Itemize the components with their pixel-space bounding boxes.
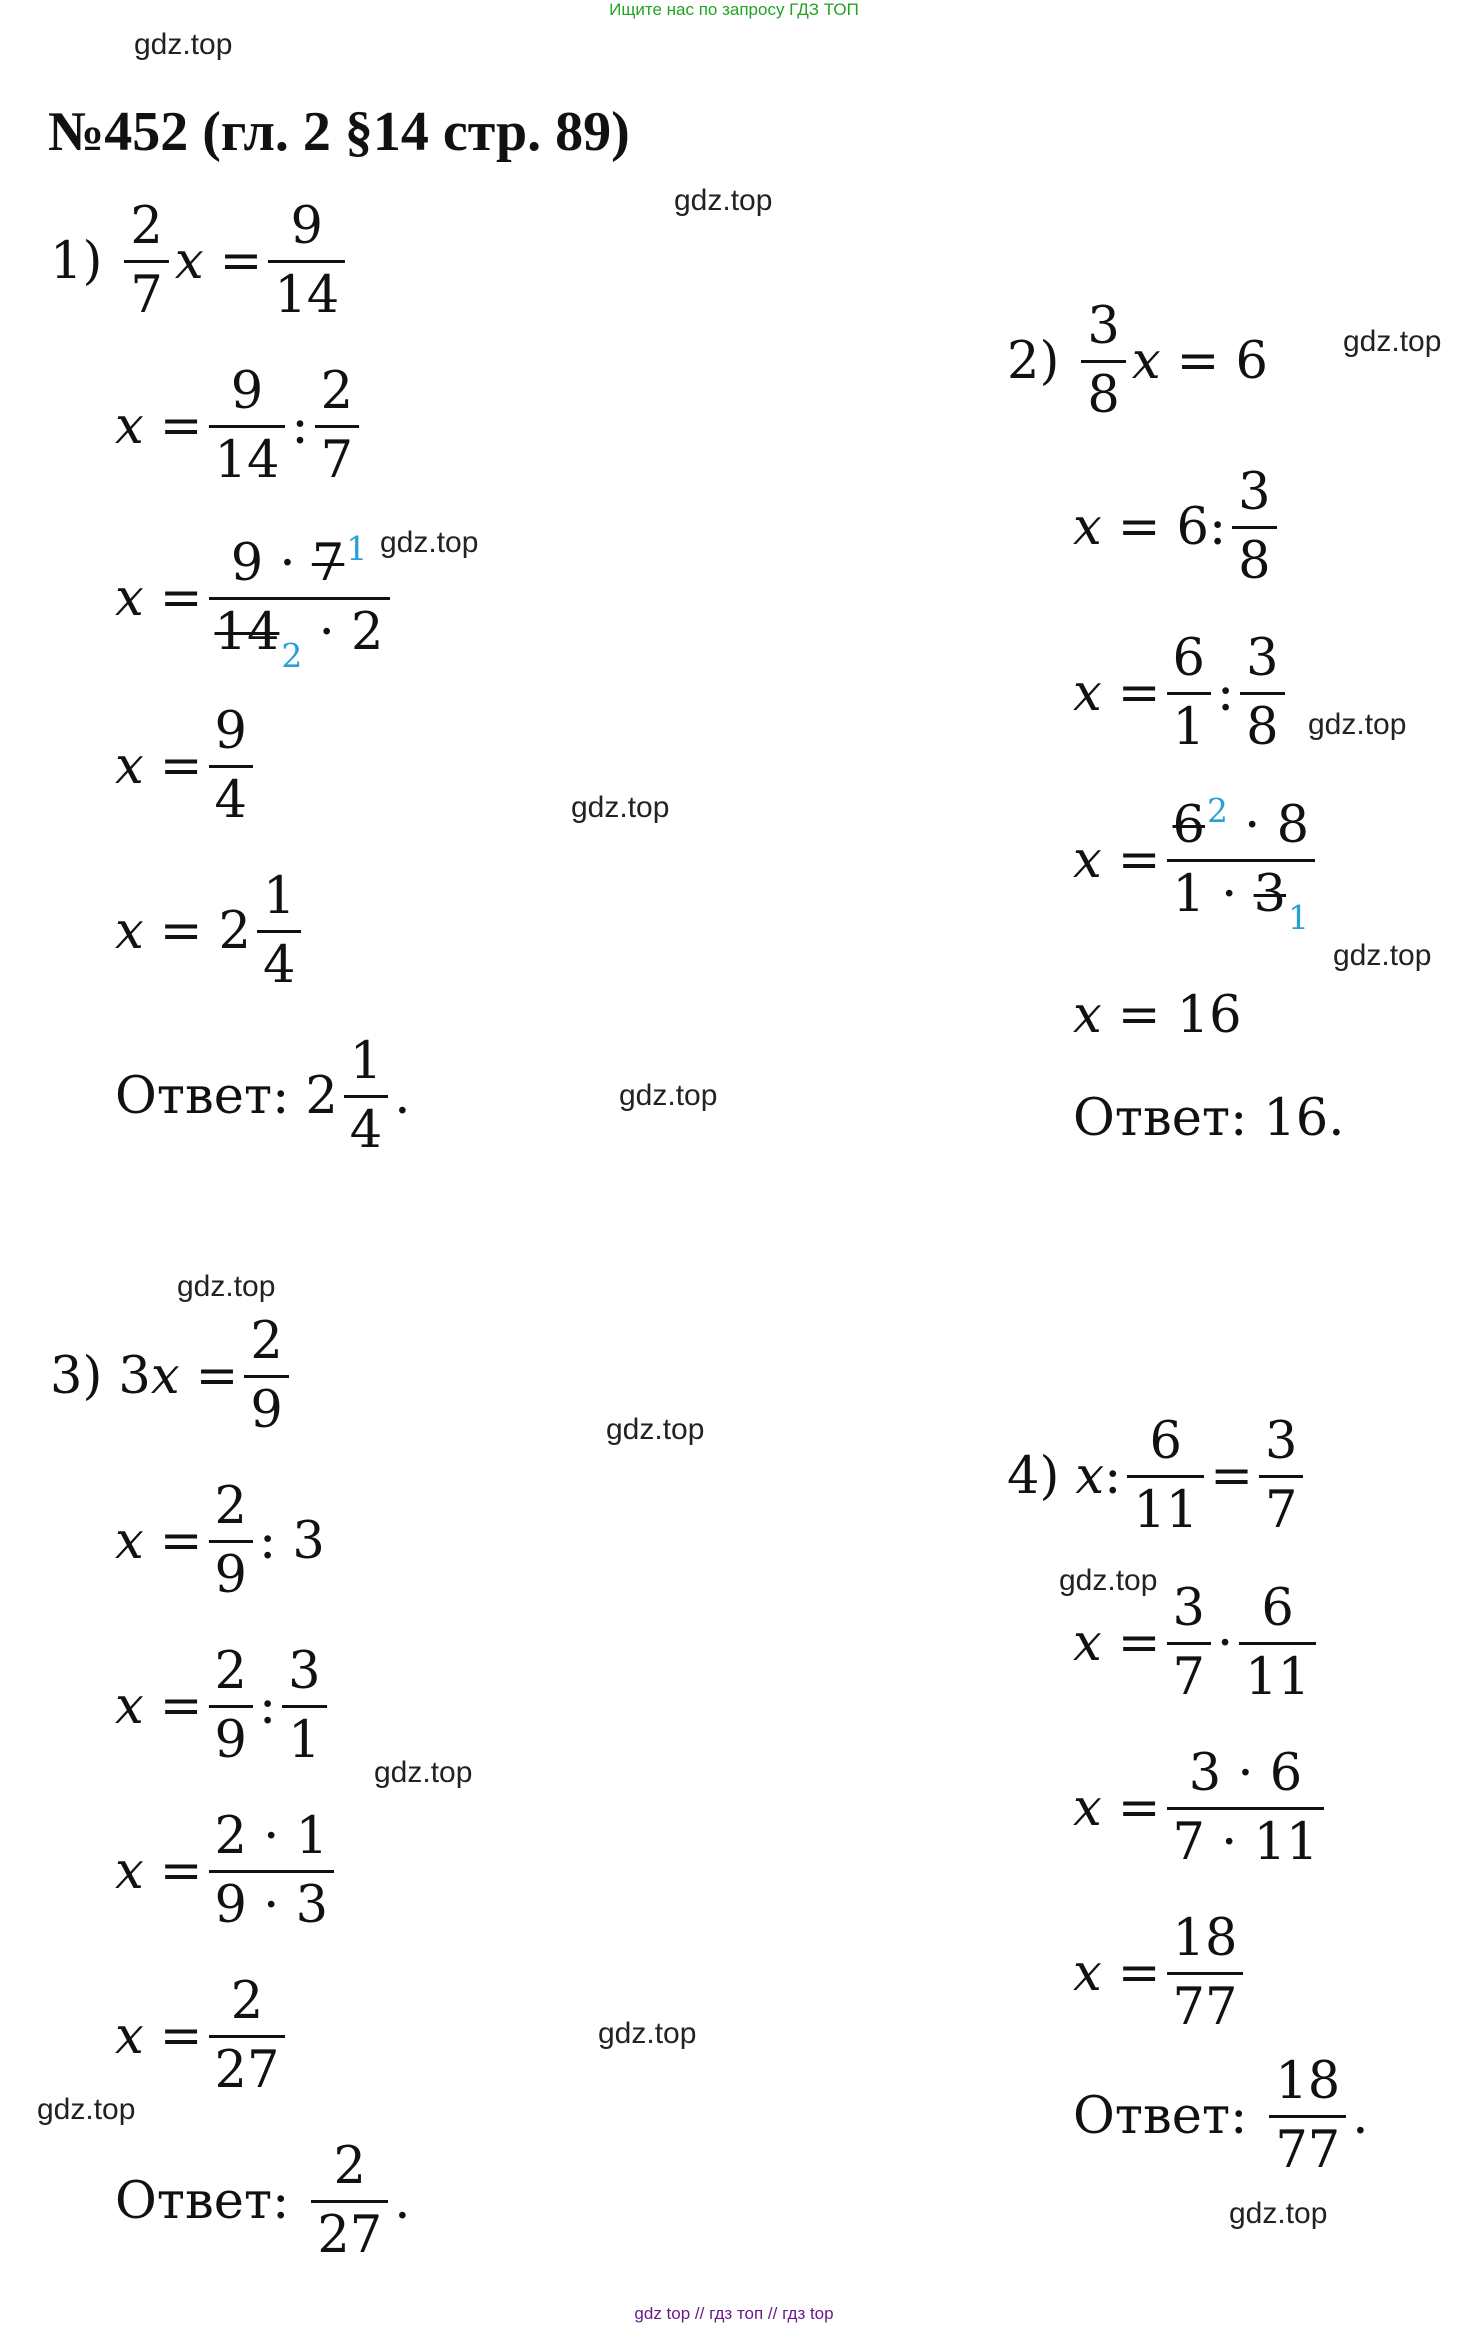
fraction: $\frac{6}{11}$ (1239, 1580, 1316, 1706)
watermark: gdz.top (380, 526, 479, 559)
task1-answer: Ответ: 2 $\frac{1}{4}$ . (115, 1032, 411, 1160)
fraction: $\frac{1}{4}$ (257, 868, 301, 994)
watermark: gdz.top (598, 2017, 697, 2050)
fraction: $\frac{2}{7}$ (315, 363, 359, 489)
fraction: $\frac{2}{27}$ (311, 2138, 388, 2264)
task3-line2: x = $\frac{2}{9}$ : 3 (115, 1477, 325, 1605)
fraction: $\frac{3}{8}$ (1232, 464, 1276, 590)
task1-line3: x = $\frac{9 \cdot 7^1}{14_2 \cdot 2}$ (115, 535, 396, 661)
task-label: 4) (1007, 1446, 1060, 1506)
fraction: $\frac{18}{77}$ (1269, 2053, 1346, 2179)
fraction: $\frac{6}{1}$ (1167, 630, 1211, 756)
task-label: 1) (50, 231, 103, 291)
fraction: $\frac{2}{9}$ (209, 1643, 253, 1769)
fraction: $\frac{2}{27}$ (209, 1973, 286, 2099)
fraction: $\frac{3 \cdot 6}{7 \cdot 11}$ (1167, 1745, 1325, 1871)
task4-answer: Ответ: $\frac{18}{77}$ . (1073, 2052, 1369, 2180)
watermark: gdz.top (606, 1413, 705, 1446)
task2-line1: 2) $\frac{3}{8}$ x = 6 (1007, 297, 1268, 425)
watermark: gdz.top (1333, 939, 1432, 972)
task1-line1: 1) $\frac{2}{7}$ x = $\frac{9}{14}$ (50, 198, 351, 324)
fraction: $\frac{3}{7}$ (1259, 1413, 1303, 1539)
watermark: gdz.top (571, 791, 670, 824)
task2-line3: x = $\frac{6}{1}$ : $\frac{3}{8}$ (1073, 630, 1291, 756)
fraction: $\frac{9}{14}$ (209, 363, 286, 489)
fraction: $\frac{3}{8}$ (1240, 630, 1284, 756)
task3-answer: Ответ: $\frac{2}{27}$ . (115, 2137, 411, 2265)
fraction: $\frac{2}{9}$ (244, 1313, 288, 1439)
fraction: $\frac{18}{77}$ (1167, 1910, 1244, 2036)
page-title: №452 (гл. 2 §14 стр. 89) (48, 101, 630, 163)
fraction: $\frac{2}{7}$ (124, 198, 168, 324)
task1-line2: x = $\frac{9}{14}$ : $\frac{2}{7}$ (115, 363, 365, 489)
fraction: $\frac{1}{4}$ (344, 1033, 388, 1159)
fraction: $\frac{6}{11}$ (1127, 1413, 1204, 1539)
watermark: gdz.top (374, 1756, 473, 1789)
task2-line4: x = $\frac{6^2 \cdot 8}{1 \cdot 3_1}$ (1073, 797, 1321, 923)
watermark: gdz.top (1229, 2197, 1328, 2230)
watermark: gdz.top (177, 1270, 276, 1303)
task1-line5: x = 2 $\frac{1}{4}$ (115, 868, 307, 994)
task2-line2: x = 6: $\frac{3}{8}$ (1073, 464, 1283, 590)
task-label: 3) (50, 1346, 103, 1406)
fraction: $\frac{3}{8}$ (1081, 298, 1125, 424)
task4-line4: x = $\frac{18}{77}$ (1073, 1910, 1249, 2036)
fraction: $\frac{2 \cdot 1}{9 \cdot 3}$ (209, 1808, 335, 1934)
watermark: gdz.top (37, 2093, 136, 2126)
watermark: gdz.top (134, 28, 233, 61)
fraction: $\frac{6^2 \cdot 8}{1 \cdot 3_1}$ (1167, 797, 1316, 923)
task-label: 2) (1007, 331, 1060, 391)
task3-line4: x = $\frac{2 \cdot 1}{9 \cdot 3}$ (115, 1808, 340, 1934)
task4-line1: 4) x : $\frac{6}{11}$ = $\frac{3}{7}$ (1007, 1413, 1309, 1539)
task4-line3: x = $\frac{3 \cdot 6}{7 \cdot 11}$ (1073, 1745, 1330, 1871)
fraction: $\frac{3}{1}$ (282, 1643, 326, 1769)
fraction: $\frac{9}{4}$ (209, 703, 253, 829)
fraction: $\frac{9 \cdot 7^1}{14_2 \cdot 2}$ (209, 535, 390, 661)
task1-line4: x = $\frac{9}{4}$ (115, 703, 259, 829)
task3-line3: x = $\frac{2}{9}$ : $\frac{3}{1}$ (115, 1643, 333, 1769)
fraction: $\frac{9}{14}$ (268, 198, 345, 324)
task2-line5: x = 16 (1073, 986, 1242, 1045)
top-banner: Ищите нас по запросу ГДЗ ТОП (609, 0, 859, 19)
task3-line1: 3) 3 x = $\frac{2}{9}$ (50, 1313, 295, 1439)
task4-line2: x = $\frac{3}{7}$ · $\frac{6}{11}$ (1073, 1580, 1322, 1706)
fraction: $\frac{3}{7}$ (1167, 1580, 1211, 1706)
watermark: gdz.top (674, 184, 773, 217)
watermark: gdz.top (1308, 708, 1407, 741)
watermark: gdz.top (619, 1079, 718, 1112)
task2-answer: Ответ: 16. (1073, 1089, 1345, 1148)
watermark: gdz.top (1059, 1564, 1158, 1597)
bottom-banner: gdz top // гдз топ // гдз top (634, 2304, 834, 2323)
fraction: $\frac{2}{9}$ (209, 1478, 253, 1604)
watermark: gdz.top (1343, 325, 1442, 358)
task3-line5: x = $\frac{2}{27}$ (115, 1973, 291, 2099)
